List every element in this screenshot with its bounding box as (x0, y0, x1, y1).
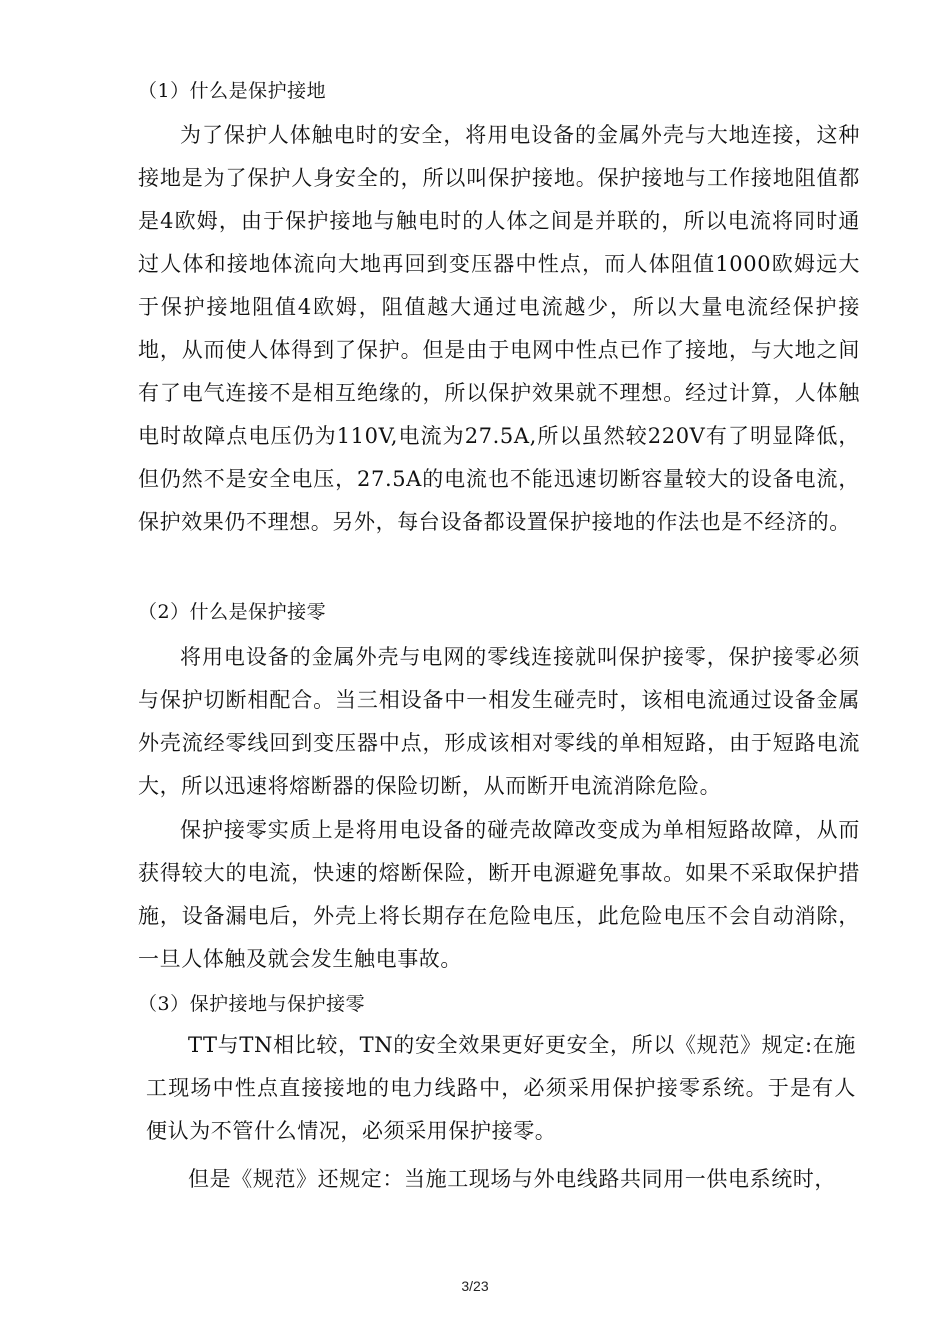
section-paragraph-2b: 保护接零实质上是将用电设备的碰壳故障改变成为单相短路故障，从而获得较大的电流，快速的熔断保险，断开电源避免事故。如果不采取保护措施，设备漏电后，外壳上将长期存在危险电压，此危险电压不会自动消除，一旦人体触及就会发生触电事故。 (138, 818, 860, 971)
section-heading-3: （3）保护接地与保护接零 (138, 993, 366, 1015)
page-number: 3/23 (461, 1278, 489, 1294)
section-heading-1: （1）什么是保护接地 (138, 80, 327, 102)
section-paragraph-3a: TT与TN相比较，TN的安全效果更好更安全，所以《规范》规定:在施工现场中性点直接接地的电力线路中，必须采用保护接零系统。于是有人便认为不管什么情况，必须采用保护接零。 (146, 1033, 856, 1143)
section-paragraph-3b: 但是《规范》还规定：当施工现场与外电线路共同用一供电系统时， (188, 1167, 836, 1191)
section-paragraph-1: 为了保护人体触电时的安全，将用电设备的金属外壳与大地连接，这种接地是为了保护人身安全的，所以叫保护接地。保护接地与工作接地阻值都是4欧姆，由于保护接地与触电时的人体之间是并联的，所以电流将同时通过人体和接地体流向大地再回到变压器中性点，而人体阻值1000欧姆远大于保护接地阻值4欧姆，阻值越大通过电流越少，所以大量电流经保护接地，从而使人体得到了保护。但是由于电网中性点已作了接地，与大地之间有了电气连接不是相互绝缘的，所以保护效果就不理想。经过计算，人体触电时故障点电压仍为110V,电流为27.5A,所以虽然较220V有了明显降低，但仍然不是安全电压，27.5A的电流也不能迅速切断容量较大的设备电流，保护效果仍不理想。另外，每台设备都设置保护接地的作法也是不经济的。 (138, 123, 860, 534)
section-heading-2: （2）什么是保护接零 (138, 601, 327, 623)
section-paragraph-2a: 将用电设备的金属外壳与电网的零线连接就叫保护接零，保护接零必须与保护切断相配合。当三相设备中一相发生碰壳时，该相电流通过设备金属外壳流经零线回到变压器中点，形成该相对零线的单相短路，由于短路电流大，所以迅速将熔断器的保险切断，从而断开电流消除危险。 (138, 645, 860, 798)
